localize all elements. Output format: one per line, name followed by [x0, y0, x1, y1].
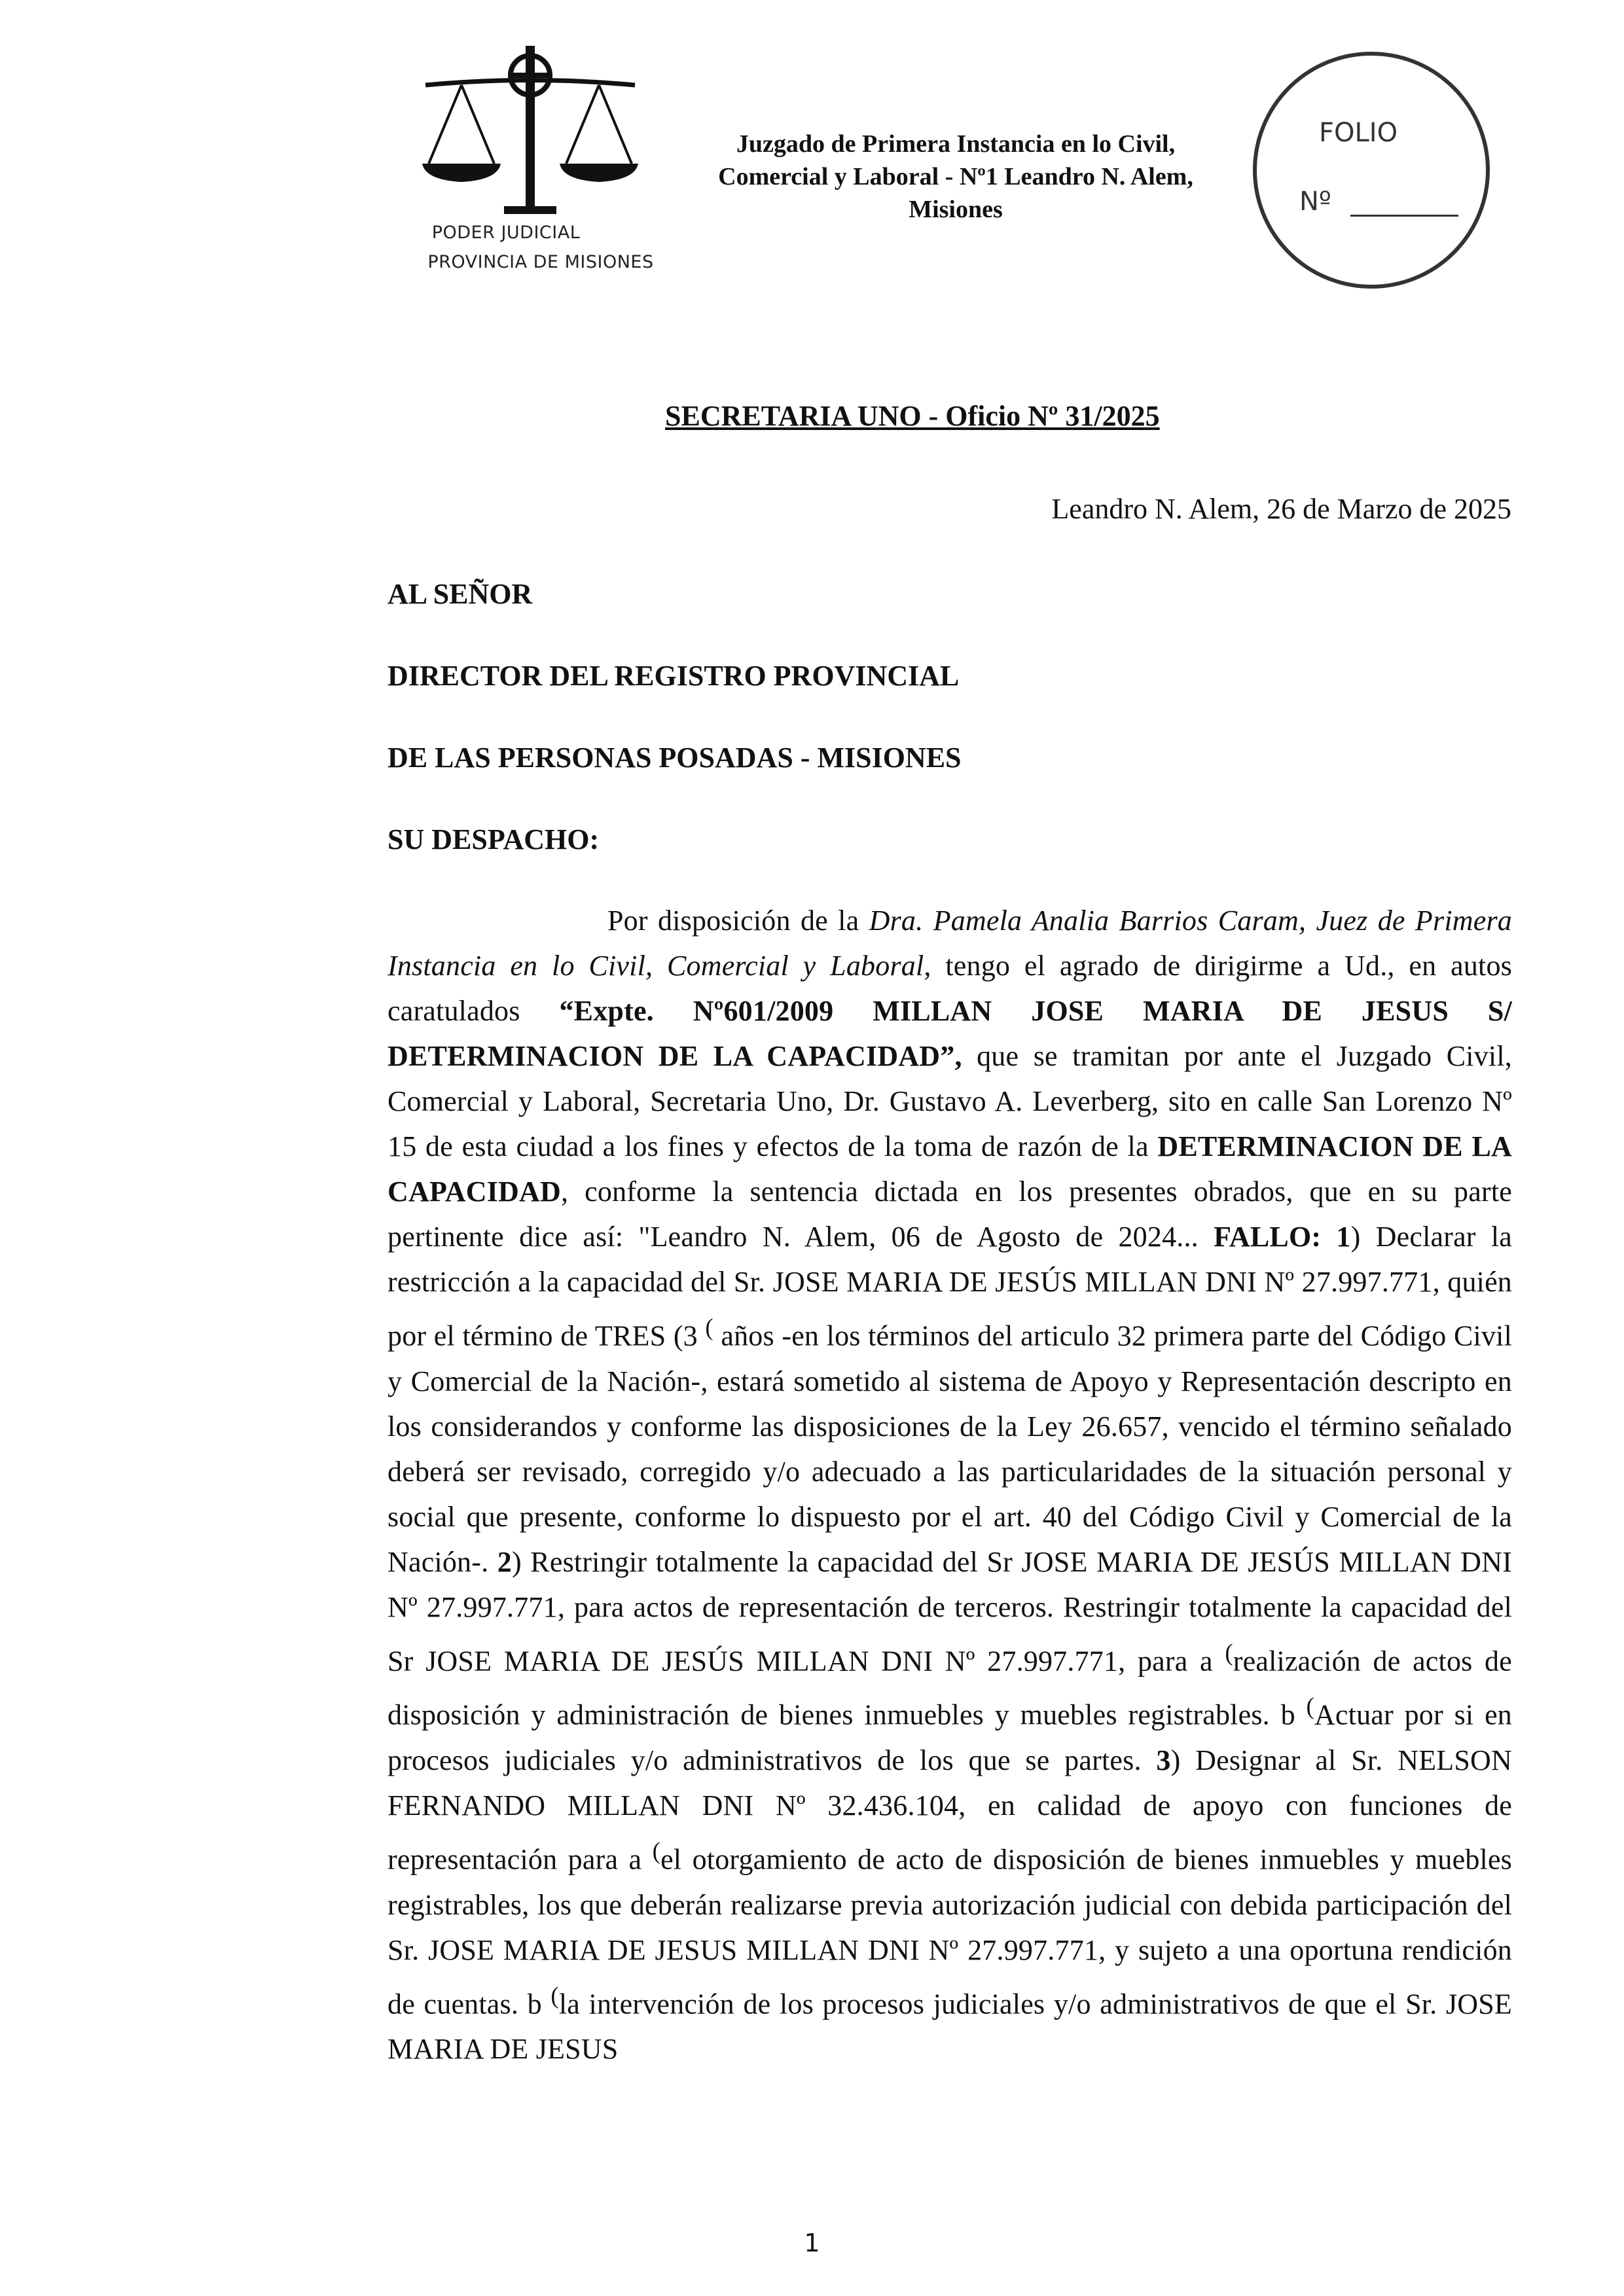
item-2-label: 2 — [497, 1545, 512, 1578]
body-text-6: años -en los términos del articulo 32 primera parte del Código Civil y Comercial de la Nación-, estará sometido al sistema de Apoyo y Representación descripto en los considerandos y conforme las disposiciones de la Ley 26.657, vencido el término señalado deberá ser revisado, corregido y/o adecuado a las particularidades de la situación personal y social que presente, conforme lo dispuesto por el art. 40 del Código Civil y Comercial de la Nación-. — [388, 1319, 1512, 1578]
body-text-8: realización de actos de disposición y administración de bienes inmuebles y muebles registrables. b — [388, 1645, 1512, 1731]
item-3-label: 3 — [1156, 1744, 1171, 1776]
body-text-1: Por disposición de la — [607, 905, 869, 937]
body-text-9: Actuar por si en procesos judiciales y/o administrativos de los que se partes. — [388, 1698, 1512, 1776]
court-header — [681, 128, 1231, 226]
superscript-mark-3: ( — [1306, 1693, 1314, 1720]
addressee-line-3: DE LAS PERSONAS POSADAS - MISIONES — [388, 742, 962, 774]
determinacion-label: DETERMINACION DE LA CAPACIDAD — [388, 1130, 1512, 1208]
body-text-11: el otorgamiento de acto de disposición de bienes inmuebles y muebles registrables, los que deberán realizarse previa autorización judicial con debida participación del Sr. JOSE MARIA DE JESUS MILLAN DNI Nº 27.997.771, y sujeto a una oportuna rendición de cuentas. b — [388, 1843, 1512, 2020]
expediente-title: “Expte. Nº601/2009 MILLAN JOSE MARIA DE JESUS S/ DETERMINACION DE LA CAPACIDAD”, — [388, 995, 1512, 1072]
poder-judicial-logo — [399, 39, 674, 288]
addressee-line-1: AL SEÑOR — [388, 578, 533, 610]
body-text-12: la intervención de los procesos judiciales y/o administrativos de que el Sr. JOSE MARIA DE JESUS — [388, 1988, 1512, 2066]
superscript-mark-2: ( — [1225, 1638, 1233, 1666]
superscript-mark-5: ( — [550, 1981, 559, 2009]
folio-stamp — [1247, 46, 1496, 295]
scales-of-justice-icon — [399, 39, 674, 223]
court-line-3: Misiones — [909, 196, 1003, 223]
page-number: 1 — [804, 2229, 820, 2257]
folio-label: FOLIO — [1319, 118, 1398, 148]
body-text-7: ) Restringir totalmente la capacidad del Sr JOSE MARIA DE JESÚS MILLAN DNI Nº 27.997.771, para actos de representación de terceros. Restringir totalmente la capacidad del Sr JOSE MARIA DE JESÚS MILLAN DNI Nº 27.997.771, para a — [388, 1545, 1512, 1677]
body-text-2: , tengo el agrado de dirigirme a Ud., en autos caratulados — [388, 950, 1512, 1027]
addressee-line-4: SU DESPACHO: — [388, 823, 600, 855]
logo-text-provincia: PROVINCIA DE MISIONES — [427, 252, 654, 272]
folio-number-line — [1350, 215, 1458, 217]
document-title: SECRETARIA UNO - Oficio Nº 31/2025 — [665, 400, 1160, 432]
logo-text-poder-judicial: PODER JUDICIAL — [431, 223, 581, 243]
body-text-3: que se tramitan por ante el Juzgado Civil, Comercial y Laboral, Secretaria Uno, Dr. Gustavo A. Leverberg, sito en calle San Lorenzo Nº 15 de esta ciudad a los fines y efectos de la toma de razón de la — [388, 1040, 1512, 1162]
folio-circle-icon — [1247, 46, 1496, 295]
body-text-4: , conforme la sentencia dictada en los presentes obrados, que en su parte pertinente dice así: "Leandro N. Alem, 06 de Agosto de 2024... — [388, 1175, 1512, 1253]
court-line-2: Comercial y Laboral - Nº1 Leandro N. Alem, — [718, 163, 1193, 190]
superscript-mark-4: ( — [652, 1837, 661, 1864]
document-date: Leandro N. Alem, 26 de Marzo de 2025 — [1051, 493, 1511, 525]
body-text-10: ) Designar al Sr. NELSON FERNANDO MILLAN DNI Nº 32.436.104, en calidad de apoyo con funciones de representación para a — [388, 1744, 1512, 1876]
superscript-mark-1: ( — [705, 1314, 713, 1340]
court-line-1: Juzgado de Primera Instancia en lo Civil, — [736, 130, 1176, 158]
body-text-5: ) Declarar la restricción a la capacidad del Sr. JOSE MARIA DE JESÚS MILLAN DNI Nº 27.997.771, quién por el término de TRES (3 — [388, 1221, 1512, 1352]
body-paragraph — [388, 898, 1512, 2072]
judge-name: Dra. Pamela Analia Barrios Caram, Juez de Primera Instancia en lo Civil, Comercial y Laboral — [388, 905, 1512, 982]
folio-number-label: Nº — [1299, 187, 1331, 217]
addressee-line-2: DIRECTOR DEL REGISTRO PROVINCIAL — [388, 660, 960, 692]
fallo-label: FALLO: 1 — [1214, 1221, 1351, 1253]
